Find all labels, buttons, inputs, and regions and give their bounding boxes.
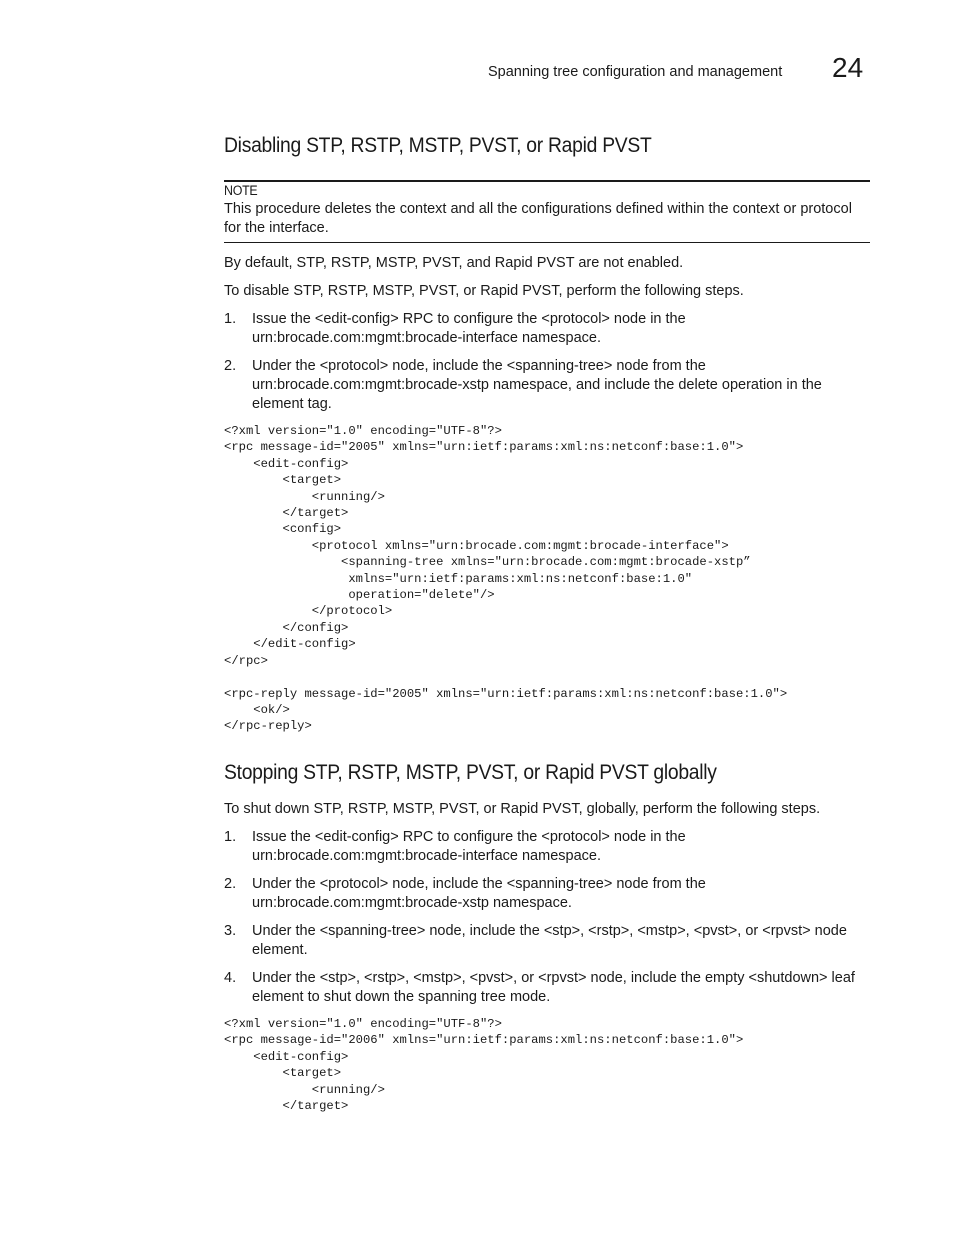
list-item — [224, 875, 870, 913]
step-number: 1. — [224, 311, 237, 327]
paragraph-default-state: By default, STP, RSTP, MSTP, PVST, and Rapid PVST are not enabled. — [224, 255, 684, 271]
section-heading-stopping: Stopping STP, RSTP, MSTP, PVST, or Rapid PVST globally — [224, 761, 717, 784]
note-text: This procedure deletes the context and all the configurations defined within the context or protocol for the interface. — [224, 201, 852, 236]
list-item — [224, 828, 870, 866]
code-block-shutdown-rpc: <?xml version="1.0" encoding="UTF-8"?> <rpc message-id="2006" xmlns="urn:ietf:params:xml:ns:netconf:base:1.0"> <edit-config> <target> <running/> </target> — [224, 1017, 744, 1114]
list-item — [224, 969, 870, 1007]
code-block-disable-rpc: <?xml version="1.0" encoding="UTF-8"?> <rpc message-id="2005" xmlns="urn:ietf:params:xml:ns:netconf:base:1.0"> <edit-config> <target> <running/> </target> <config> <protocol xmlns="urn:brocade.com:mgmt:brocade-interface"> <spanning-tree xmlns="urn:brocade.com:mgmt:brocade-xstp” xmlns="urn:ietf:params:xml:ns:netconf:base:1.0" operation="delete"/> </protocol> </config> </edit-config> </rpc> <rpc-reply message-id="2005" xmlns="urn:ietf:params:xml:ns:netconf:base:1.0"> <ok/> </rpc-reply> — [224, 424, 788, 734]
paragraph-shutdown-intro: To shut down STP, RSTP, MSTP, PVST, or Rapid PVST, globally, perform the following steps. — [224, 801, 821, 817]
running-header-title: Spanning tree configuration and management — [488, 64, 783, 80]
step-text: Under the <protocol> node, include the <spanning-tree> node from the urn:brocade.com:mgmt:brocade-xstp namespace, and include the delete operation in the element tag. — [252, 358, 822, 412]
step-text: Under the <spanning-tree> node, include the <stp>, <rstp>, <mstp>, <pvst>, or <rpvst> node element. — [252, 923, 847, 958]
step-text: Issue the <edit-config> RPC to configure the <protocol> node in the urn:brocade.com:mgmt:brocade-interface namespace. — [252, 311, 686, 346]
chapter-number: 24 — [832, 52, 864, 83]
list-item — [224, 357, 870, 414]
note-top-rule — [224, 180, 870, 182]
step-number: 2. — [224, 358, 237, 374]
step-number: 1. — [224, 829, 237, 845]
step-number: 4. — [224, 970, 237, 986]
step-text: Issue the <edit-config> RPC to configure the <protocol> node in the urn:brocade.com:mgmt:brocade-interface namespace. — [252, 829, 686, 864]
step-number: 3. — [224, 923, 237, 939]
list-item — [224, 922, 870, 960]
step-text: Under the <protocol> node, include the <spanning-tree> node from the urn:brocade.com:mgmt:brocade-xstp namespace. — [252, 876, 706, 911]
note-label: NOTE — [224, 183, 258, 198]
step-number: 2. — [224, 876, 237, 892]
section-heading-disabling: Disabling STP, RSTP, MSTP, PVST, or Rapid PVST — [224, 134, 652, 157]
step-text: Under the <stp>, <rstp>, <mstp>, <pvst>, or <rpvst> node, include the empty <shutdown> leaf element to shut down the spanning tree mode. — [252, 970, 855, 1005]
list-item — [224, 310, 870, 348]
note-bottom-rule — [224, 242, 870, 243]
paragraph-disable-intro: To disable STP, RSTP, MSTP, PVST, or Rapid PVST, perform the following steps. — [224, 283, 744, 299]
